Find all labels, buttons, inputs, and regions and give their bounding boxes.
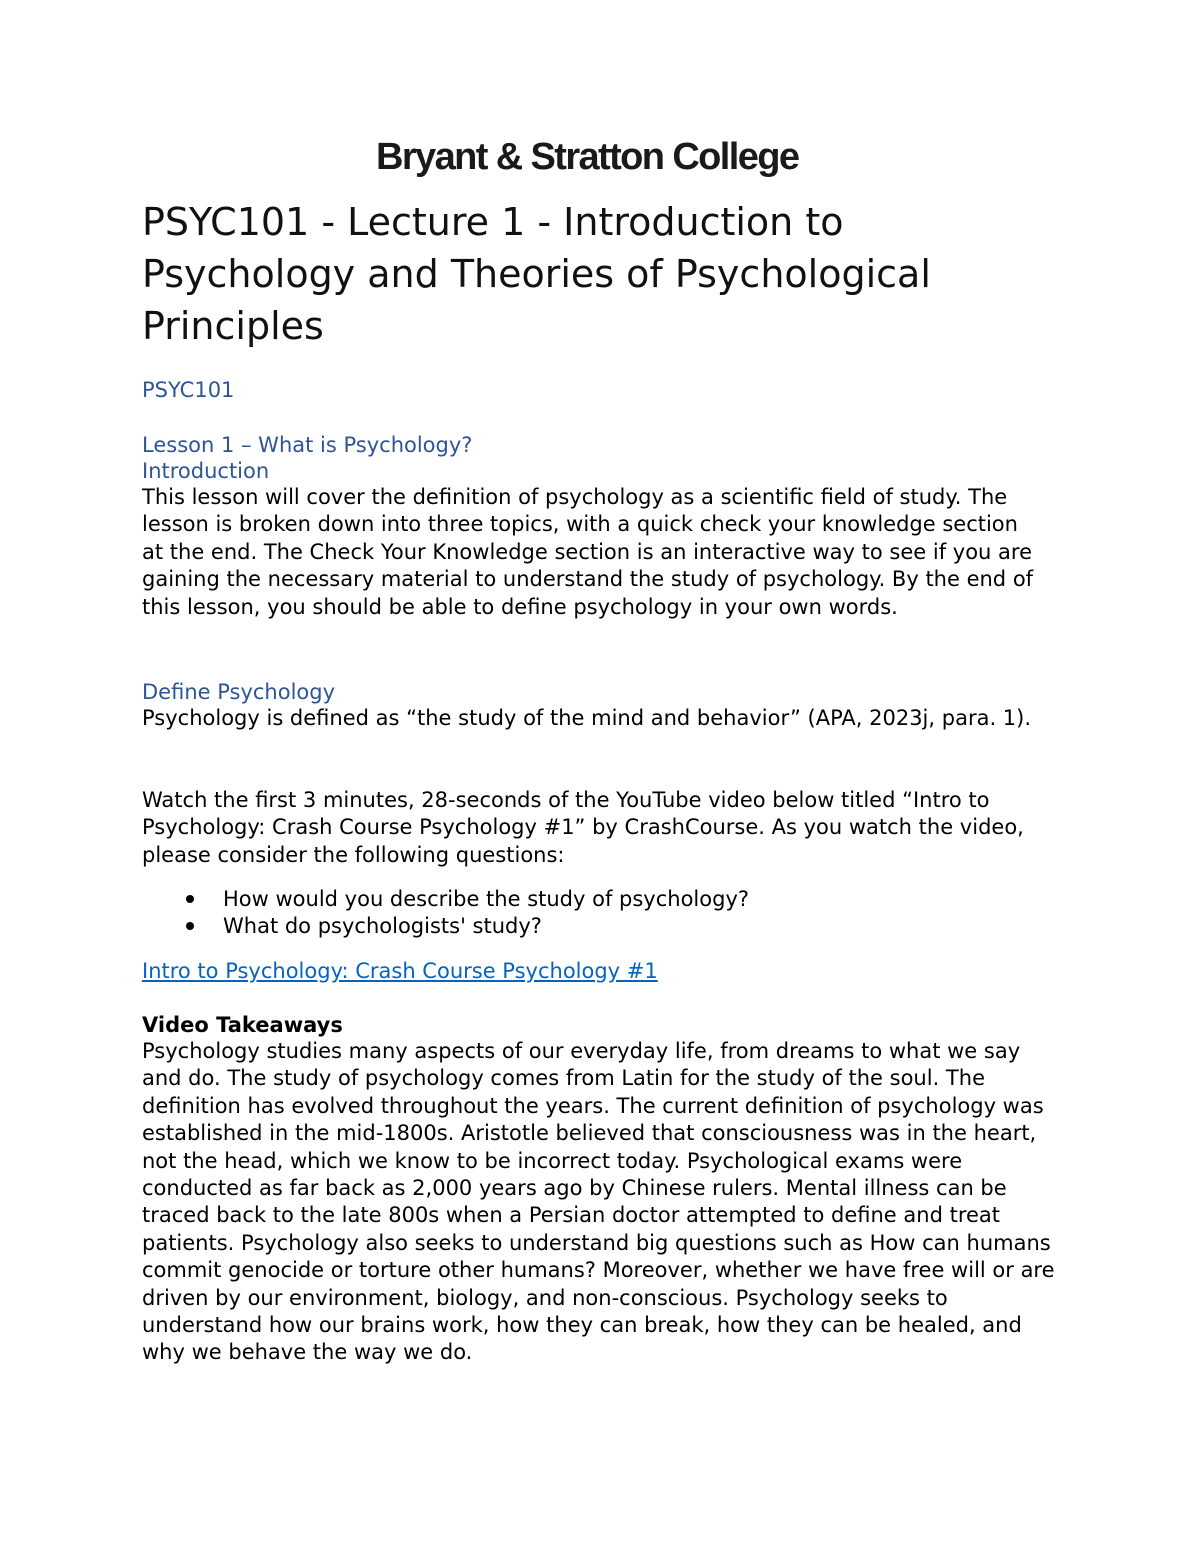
bullet-icon bbox=[186, 895, 194, 903]
question-text: What do psychologists' study? bbox=[223, 914, 542, 938]
takeaways-paragraph: Psychology studies many aspects of our everyday life, from dreams to what we say and do. The study of psychology comes from Latin for the study of the soul. The definition has evolved throughout the years. The current definition of psychology was established in the mid-1800s. Aristotle believed that consciousness was in the heart, not the head, which we know to be incorrect today. Psychological exams were conducted as far back as 2,000 years ago by Chinese rulers. Mental illness can be traced back to the late 800s when a Persian doctor attempted to define and treat patients. Psychology also seeks to understand big questions such as How can humans commit genocide or torture other humans? Moreover, whether we have free will or are driven by our environment, biology, and non-conscious. Psychology seeks to understand how our brains work, how they can break, how they can be healed, and why we behave the way we do. bbox=[142, 1039, 1055, 1365]
college-logo: Bryant & Stratton College bbox=[376, 136, 799, 178]
definition-paragraph: Psychology is defined as “the study of the mind and behavior” (APA, 2023j, para. 1). bbox=[142, 706, 1032, 730]
introduction-paragraph: This lesson will cover the definition of psychology as a scientific field of study. The lesson is broken down into three topics, with a quick check your knowledge section at the end. The Check Your Knowledge section is an interactive way to see if you are gaining the necessary material to understand the study of psychology. By the end of this lesson, you should be able to define psychology in your own words. bbox=[142, 485, 1034, 619]
bullet-icon bbox=[186, 922, 194, 930]
page-title: PSYC101 - Lecture 1 - Introduction to Psychology and Theories of Psychological Principles bbox=[142, 200, 931, 348]
list-item bbox=[142, 913, 749, 940]
course-code-heading: PSYC101 bbox=[142, 378, 235, 402]
questions-list bbox=[142, 886, 749, 940]
video-link[interactable]: Intro to Psychology: Crash Course Psychology #1 bbox=[142, 959, 658, 983]
introduction-heading: Introduction bbox=[142, 459, 270, 483]
define-psychology-heading: Define Psychology bbox=[142, 680, 336, 704]
lesson-heading: Lesson 1 – What is Psychology? bbox=[142, 433, 473, 457]
question-text: How would you describe the study of psychology? bbox=[223, 887, 750, 911]
watch-video-paragraph: Watch the first 3 minutes, 28-seconds of the YouTube video below titled “Intro to Psychology: Crash Course Psychology #1” by CrashCourse. As you watch the video, please consider the following questions: bbox=[142, 788, 1024, 867]
video-takeaways-heading: Video Takeaways bbox=[142, 1013, 343, 1037]
list-item bbox=[142, 886, 749, 913]
